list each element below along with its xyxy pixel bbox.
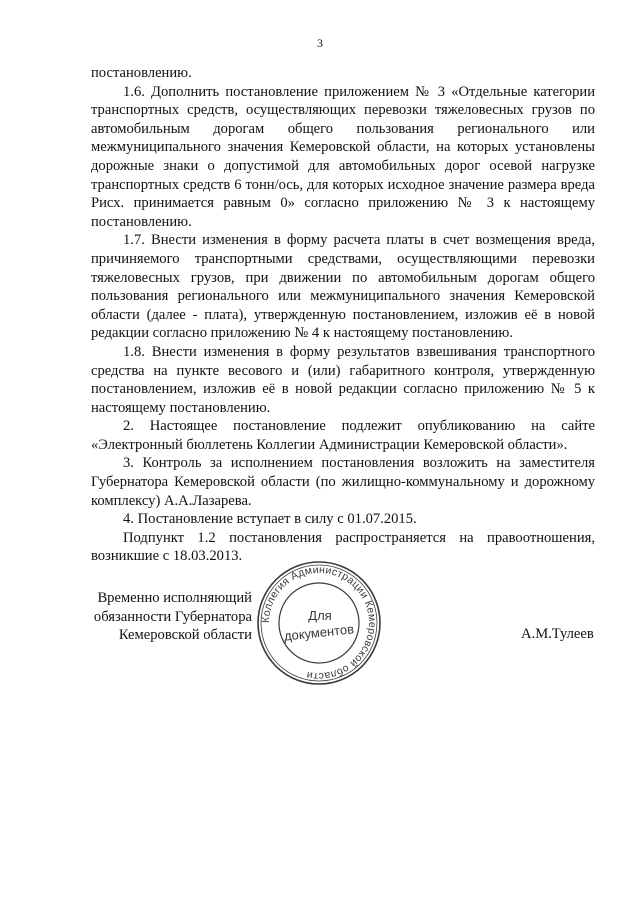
paragraph-1-7: 1.7. Внести изменения в форму расчета платы в счет возмещения вреда, причиняемого транспортными средствами, осуществляющими перевозки тяжеловесных грузов, при движении по автомобильным дорогам общего пользования регионального или межмуниципального значения Кемеровской области (далее - плата), утвержденную постановлением, изложив её в новой редакции согласно приложению № 4 к настоящему постановлению.	[91, 232, 595, 342]
paragraph-1-6: 1.6. Дополнить постановление приложением № 3 «Отдельные категории транспортных средств, осуществляющих перевозки тяжеловесных грузов по автомобильным дорогам общего пользования регионального или межмуниципального значения Кемеровской области, на которых установлены дорожные знаки о допустимой для автомобильных дорог осевой нагрузке транспортных средств 6 тонн/ось, для которых исходное значение размера вреда Рисх. принимается равным 0» согласно приложению № 3 к настоящему постановлению.	[91, 83, 595, 230]
signatory-name: А.М.Тулеев	[521, 626, 594, 642]
stamp-ring-text: Коллегия Администрации Кемеровской области	[259, 563, 379, 683]
stamp-center-line: документов	[283, 621, 355, 644]
paragraph-2: 2. Настоящее постановление подлежит опубликованию на сайте «Электронный бюллетень Коллегии Администрации Кемеровской области».	[91, 418, 595, 453]
paragraph-1-8: 1.8. Внести изменения в форму результатов взвешивания транспортного средства на пункте весового и (или) габаритного контроля, утвержденную постановлением, изложив её в новой редакции согласно приложению № 5 к настоящему постановлению.	[91, 343, 595, 416]
paragraph-subpoint: Подпункт 1.2 постановления распространяется на правоотношения, возникшие с 18.03.2013.	[91, 529, 595, 565]
paragraph-4: 4. Постановление вступает в силу с 01.07.2015.	[123, 511, 417, 528]
official-stamp	[254, 558, 384, 688]
paragraph-3: 3. Контроль за исполнением постановления возложить на заместителя Губернатора Кемеровской области (по жилищно-коммунальному и дорожному комплексу) А.А.Лазарева.	[91, 455, 595, 509]
signatory-title-line: Кемеровской области	[118, 627, 252, 644]
signatory-title-line: Временно исполняющий	[97, 590, 252, 606]
signatory-title	[80, 589, 252, 645]
page-number: 3	[317, 36, 323, 50]
paragraph-continuation: постановлению.	[91, 65, 192, 81]
signatory-title-line: обязанности Губернатора	[93, 608, 252, 625]
document-body	[91, 64, 595, 566]
stamp-center-line: Для	[308, 608, 332, 623]
